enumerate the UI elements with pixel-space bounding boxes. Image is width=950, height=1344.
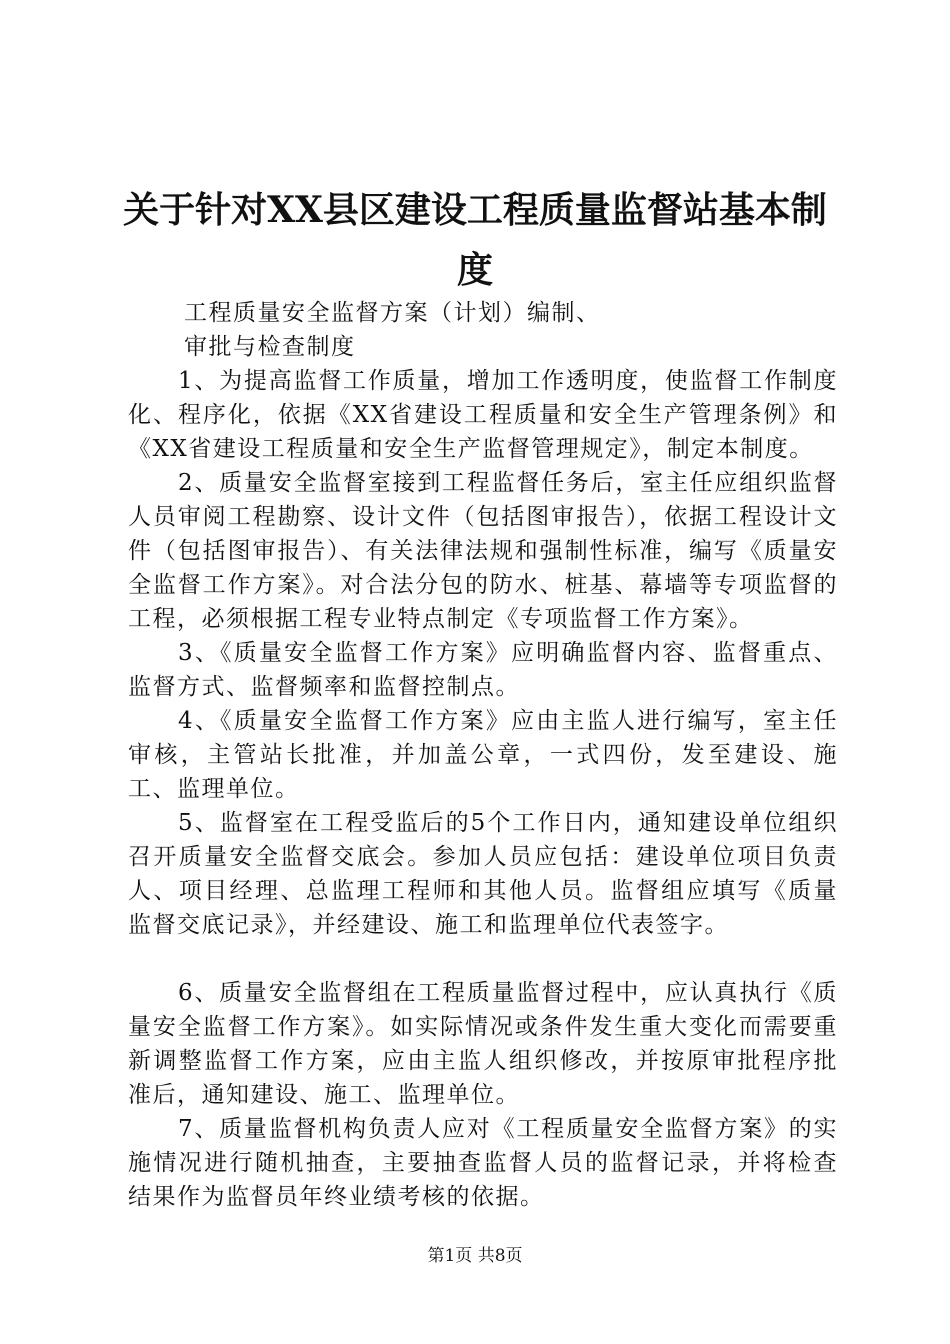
paragraph-6: 6、质量安全监督组在工程质量监督过程中，应认真执行《质量安全监督工作方案》。如实际情况或条件发生重大变化而需要重新调整监督工作方案，应由主监人组织修改，并按原审批程序批准后，通知建设、施工、监理单位。 <box>128 980 838 1108</box>
document-title-line-2: 度 <box>456 249 493 291</box>
paragraph-4: 4、《质量安全监督工作方案》应由主监人进行编写，室主任审核，主管站长批准，并加盖公章，一式四份，发至建设、施工、监理单位。 <box>128 708 838 802</box>
page-number-footer: 第1页 共8页 <box>427 1246 523 1266</box>
document-body <box>128 296 838 1214</box>
document-title-line-1: 关于针对XX县区建设工程质量监督站基本制 <box>123 189 827 231</box>
paragraph-7: 7、质量监督机构负责人应对《工程质量安全监督方案》的实施情况进行随机抽查，主要抽查监督人员的监督记录，并将检查结果作为监督员年终业绩考核的依据。 <box>128 1116 838 1210</box>
paragraph-2: 2、质量安全监督室接到工程监督任务后，室主任应组织监督人员审阅工程勘察、设计文件（包括图审报告），依据工程设计文件（包括图审报告）、有关法律法规和强制性标准，编写《质量安全监督工作方案》。对合法分包的防水、桩基、幕墙等专项监督的工程，必须根据工程专业特点制定《专项监督工作方案》。 <box>128 470 838 632</box>
paragraph-5: 5、监督室在工程受监后的5个工作日内，通知建设单位组织召开质量安全监督交底会。参加人员应包括：建设单位项目负责人、项目经理、总监理工程师和其他人员。监督组应填写《质量监督交底记录》，并经建设、施工和监理单位代表签字。 <box>128 810 838 938</box>
intro-line-2: 审批与检查制度 <box>184 334 356 360</box>
paragraph-1: 1、为提高监督工作质量，增加工作透明度，使监督工作制度化、程序化，依据《XX省建设工程质量和安全生产管理条例》和《XX省建设工程质量和安全生产监督管理规定》，制定本制度。 <box>128 368 838 462</box>
paragraph-3: 3、《质量安全监督工作方案》应明确监督内容、监督重点、监督方式、监督频率和监督控制点。 <box>128 640 838 700</box>
paragraph-gap <box>128 942 838 976</box>
intro-line-1: 工程质量安全监督方案（计划）编制、 <box>184 300 601 326</box>
